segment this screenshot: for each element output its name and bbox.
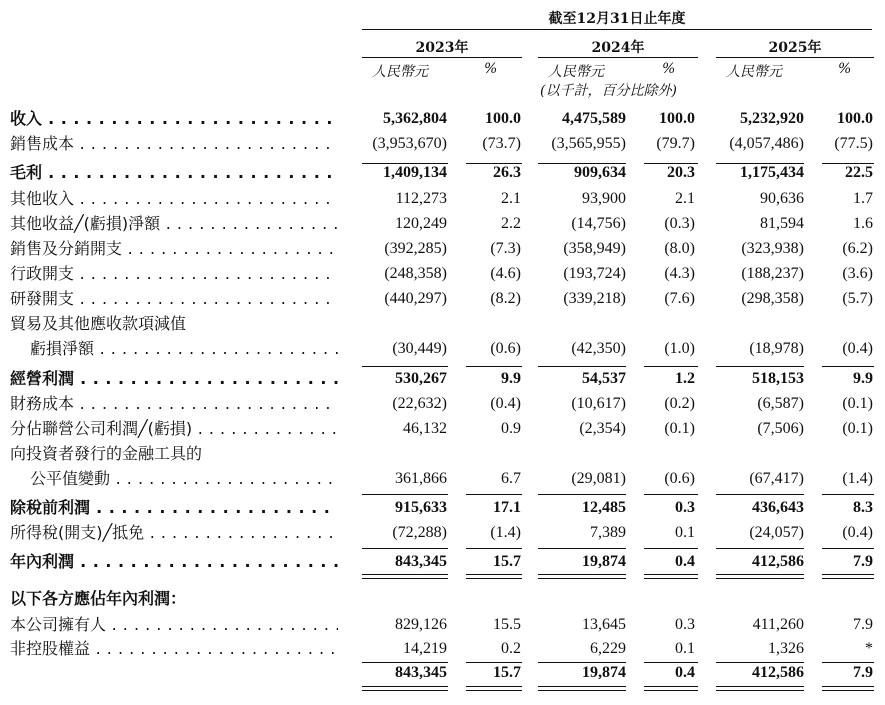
year-2025-heading: 2025年 [768,40,822,56]
row-value: 9.9 [501,370,521,387]
row-value: (77.5) [834,135,873,152]
row-value: 8.3 [853,499,873,516]
row-value: 5,232,920 [740,110,804,127]
table-row [0,213,885,235]
row-value: 361,866 [395,470,447,487]
row-value: 0.4 [675,553,695,570]
row-value: (0.6) [490,340,521,357]
unit-pct-2024: % [662,61,676,77]
table-row [0,238,885,260]
row-value: (323,938) [741,240,804,257]
year-2023-underline [362,57,522,58]
row-value: 120,249 [395,215,447,232]
period-heading: 截至12月31日止年度 [548,11,686,27]
row-value: 518,153 [752,370,804,387]
row-value: 1,175,434 [740,164,804,181]
row-value: 4,475,589 [562,110,626,127]
row-label: 年內利潤 . . . [10,551,338,573]
row-value: 22.5 [845,164,873,181]
row-value: (30,449) [392,340,447,357]
unit-pct-2025: % [838,61,852,77]
table-row [0,162,885,184]
row-value: (358,949) [563,240,626,257]
table-row [0,188,885,210]
table-row [0,133,885,155]
row-value: 843,345 [395,664,447,681]
row-value: 6.7 [501,470,521,487]
row-value: (0.2) [664,395,695,412]
row-value: (1.4) [842,470,873,487]
row-value: 1.7 [853,190,873,207]
row-label: 銷售成本 . . . [10,133,338,155]
row-value: (7.3) [490,240,521,257]
row-value: 7,389 [590,524,626,541]
row-value: 19,874 [582,664,626,681]
row-value: (0.1) [664,420,695,437]
row-value: 90,636 [760,190,804,207]
row-label: 虧損淨額 . . . [30,338,338,360]
row-value: (298,358) [741,290,804,307]
row-value: 93,900 [582,190,626,207]
row-value: (10,617) [571,395,626,412]
row-value: 19,874 [582,553,626,570]
table-row [0,614,885,636]
row-value: 0.3 [675,499,695,516]
row-value: 2.1 [501,190,521,207]
row-value: (7.6) [664,290,695,307]
row-value: 15.7 [493,553,521,570]
row-value: 436,643 [752,499,804,516]
row-value: 2.2 [501,215,521,232]
row-value: 829,126 [395,616,447,633]
row-value: 5,362,804 [383,110,447,127]
row-value: 0.2 [501,640,521,657]
row-value: 909,634 [574,164,626,181]
row-value: (0.4) [842,340,873,357]
table-row [0,288,885,310]
row-value: 7.9 [853,616,873,633]
row-value: (4.3) [664,265,695,282]
row-value: (440,297) [384,290,447,307]
table-row [0,108,885,130]
row-value: (4.6) [490,265,521,282]
row-value: (18,978) [749,340,804,357]
row-label: 非控股權益 . . . [10,638,338,660]
row-value: (193,724) [563,265,626,282]
table-row [0,368,885,390]
row-value: 112,273 [395,190,447,207]
row-value: (24,057) [749,524,804,541]
row-value: 412,586 [752,553,804,570]
row-value: 412,586 [752,664,804,681]
row-label: 銷售及分銷開支 . . . [10,238,338,260]
row-value: 843,345 [395,553,447,570]
row-label-line1: 向投資者發行的金融工具的 [10,444,203,463]
table-row [0,522,885,544]
row-value: (8.0) [664,240,695,257]
row-value: (2,354) [579,420,626,437]
row-value: (6.2) [842,240,873,257]
row-value: 7.9 [853,664,873,681]
row-value: 100.0 [485,110,521,127]
row-value: (0.1) [842,395,873,412]
row-label: 公平值變動 . . . [30,468,338,490]
row-value: 17.1 [493,499,521,516]
row-value: (73.7) [482,135,521,152]
year-2025-underline [716,57,874,58]
row-label: 以下各方應佔年內利潤： [10,589,187,608]
row-value: (3,565,955) [551,135,626,152]
row-value: (339,218) [563,290,626,307]
row-value: (7,506) [757,420,804,437]
row-value: 20.3 [667,164,695,181]
row-label: 研發開支 . . . [10,288,338,310]
row-value: (72,288) [392,524,447,541]
table-row [0,393,885,415]
row-value: 2.1 [675,190,695,207]
row-label: 毛利 . . . [10,162,338,184]
row-value: 100.0 [837,110,873,127]
row-value: 12,485 [582,499,626,516]
table-row [0,263,885,285]
row-label: 除稅前利潤 . . . [10,497,338,519]
row-label-line1: 貿易及其他應收款項減值 [10,314,187,333]
row-label: 分佔聯營公司利潤╱(虧損) . . . [10,418,338,440]
year-2023-heading: 2023年 [415,40,469,56]
table-row [0,468,885,490]
row-value: 1,409,134 [383,164,447,181]
table-row [0,638,885,660]
row-value: 46,132 [403,420,447,437]
table-row [0,497,885,519]
year-2024-heading: 2024年 [591,40,645,56]
row-value: 0.4 [675,664,695,681]
row-label: 經營利潤 . . . [10,368,338,390]
table-row [0,338,885,360]
row-label: 財務成本 . . . [10,393,338,415]
row-value: 411,260 [752,616,804,633]
row-label: 其他收益╱(虧損)淨額 . . . [10,213,338,235]
row-value: (0.4) [490,395,521,412]
table-row [0,588,885,610]
row-value: (5.7) [842,290,873,307]
row-value: 1,326 [768,640,804,657]
row-label: 本公司擁有人 . . . [10,614,338,636]
row-value: (22,632) [392,395,447,412]
row-value: 1.6 [853,215,873,232]
row-value: 0.9 [501,420,521,437]
row-value: 0.1 [675,524,695,541]
row-value: 15.7 [493,664,521,681]
row-value: 6,229 [590,640,626,657]
unit-rmb-2024: 人民幣元 [548,64,604,80]
row-value: 100.0 [659,110,695,127]
row-value: (79.7) [656,135,695,152]
row-label: 其他收入 . . . [10,188,338,210]
row-value: (29,081) [571,470,626,487]
row-value: 915,633 [395,499,447,516]
row-value: (392,285) [384,240,447,257]
row-value: 9.9 [853,370,873,387]
row-value: (3,953,670) [372,135,447,152]
row-value: 54,537 [582,370,626,387]
row-value: * [865,640,873,657]
row-value: (6,587) [757,395,804,412]
table-row [0,551,885,573]
row-value: (188,237) [741,265,804,282]
row-value: 13,645 [582,616,626,633]
table-row [0,418,885,440]
row-value: 0.1 [675,640,695,657]
row-value: 15.5 [493,616,521,633]
row-value: (0.4) [842,524,873,541]
row-value: 0.3 [675,616,695,633]
row-value: 26.3 [493,164,521,181]
row-value: (3.6) [842,265,873,282]
row-label: 所得稅(開支)╱抵免 . . . [10,522,338,544]
unit-pct-2023: % [484,61,498,77]
row-value: (1.0) [664,340,695,357]
row-value: (0.6) [664,470,695,487]
row-value: 530,267 [395,370,447,387]
row-value: 81,594 [760,215,804,232]
table-row [0,662,885,684]
row-value: (42,350) [571,340,626,357]
row-value: (1.4) [490,524,521,541]
row-value: (67,417) [749,470,804,487]
row-value: 7.9 [853,553,873,570]
row-label: 收入 . . . [10,108,338,130]
year-2024-underline [538,57,698,58]
row-value: (0.1) [842,420,873,437]
unit-rmb-2023: 人民幣元 [372,64,428,80]
row-value: (14,756) [571,215,626,232]
row-label: 行政開支 . . . [10,263,338,285]
row-value: (4,057,486) [729,135,804,152]
unit-rmb-2025: 人民幣元 [726,64,782,80]
unit-note: (以千計，百分比除外) [540,83,677,99]
row-value: (248,358) [384,265,447,282]
row-value: (0.3) [664,215,695,232]
row-value: (8.2) [490,290,521,307]
period-underline [362,29,872,30]
row-value: 14,219 [403,640,447,657]
row-value: 1.2 [675,370,695,387]
